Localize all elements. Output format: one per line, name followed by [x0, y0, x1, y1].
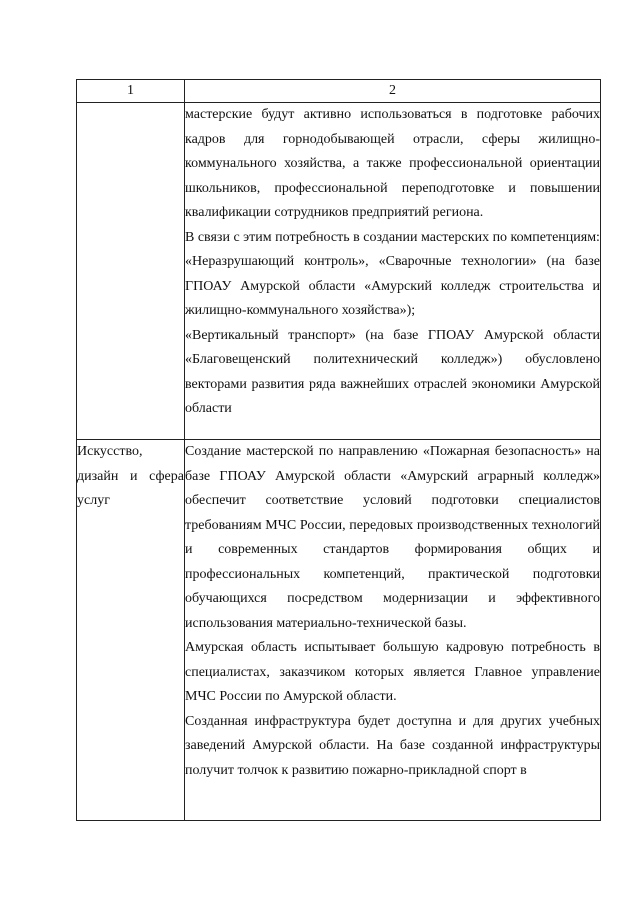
table-row [77, 103, 601, 440]
paragraph: мастерские будут активно использоваться в подготовке рабочих кадров для горнодобывающей отрасли, сферы жилищно-коммунального хозяйства, а также профессиональной ориентации школьников, профессиональной переподготовке и повышении квалификации сотрудников предприятий региона. [185, 107, 600, 220]
column-number-1: 1 [77, 80, 185, 103]
category-line: услуг [77, 493, 110, 508]
row1-right-cell [185, 103, 601, 440]
paragraph: Амурская область испытывает большую кадровую потребность в специалистах, заказчиком которых является Главное управление МЧС России по Амурской области. [185, 640, 600, 704]
column-number-2: 2 [185, 80, 601, 103]
paragraph: «Вертикальный транспорт» (на базе ГПОАУ Амурской области «Благовещенский политехнический колледж») обусловлено векторами развития ряда важнейших отраслей экономики Амурской области [185, 327, 600, 416]
table-header-row [77, 80, 601, 103]
table-row [77, 440, 601, 821]
paragraph: «Неразрушающий контроль», «Сварочные технологии» (на базе ГПОАУ Амурской области «Амурский колледж строительства и жилищно-коммунального хозяйства»); [185, 254, 600, 318]
paragraph: Создание мастерской по направлению «Пожарная безопасность» на базе ГПОАУ Амурской области «Амурский аграрный колледж» обеспечит соответствие условий подготовки специалистов требованиям МЧС России, передовых производственных технологий и современных стандартов формирования общих и профессиональных компетенций, практической подготовки обучающихся посредством модернизации и эффективного использования материально-технической базы. [185, 444, 600, 631]
category-line: дизайн и сфера [77, 468, 184, 484]
paragraph: Созданная инфраструктура будет доступна и для других учебных заведений Амурской области. На базе созданной инфраструктуры получит толчок к развитию пожарно-прикладной спорт в [185, 713, 600, 778]
row2-left-cell [77, 440, 185, 821]
category-line: Искусство, [77, 444, 143, 459]
row2-right-cell [185, 440, 601, 821]
row1-left-cell [77, 103, 185, 440]
paragraph: В связи с этим потребность в создании мастерских по компетенциям: [185, 229, 600, 245]
document-table [76, 79, 601, 821]
